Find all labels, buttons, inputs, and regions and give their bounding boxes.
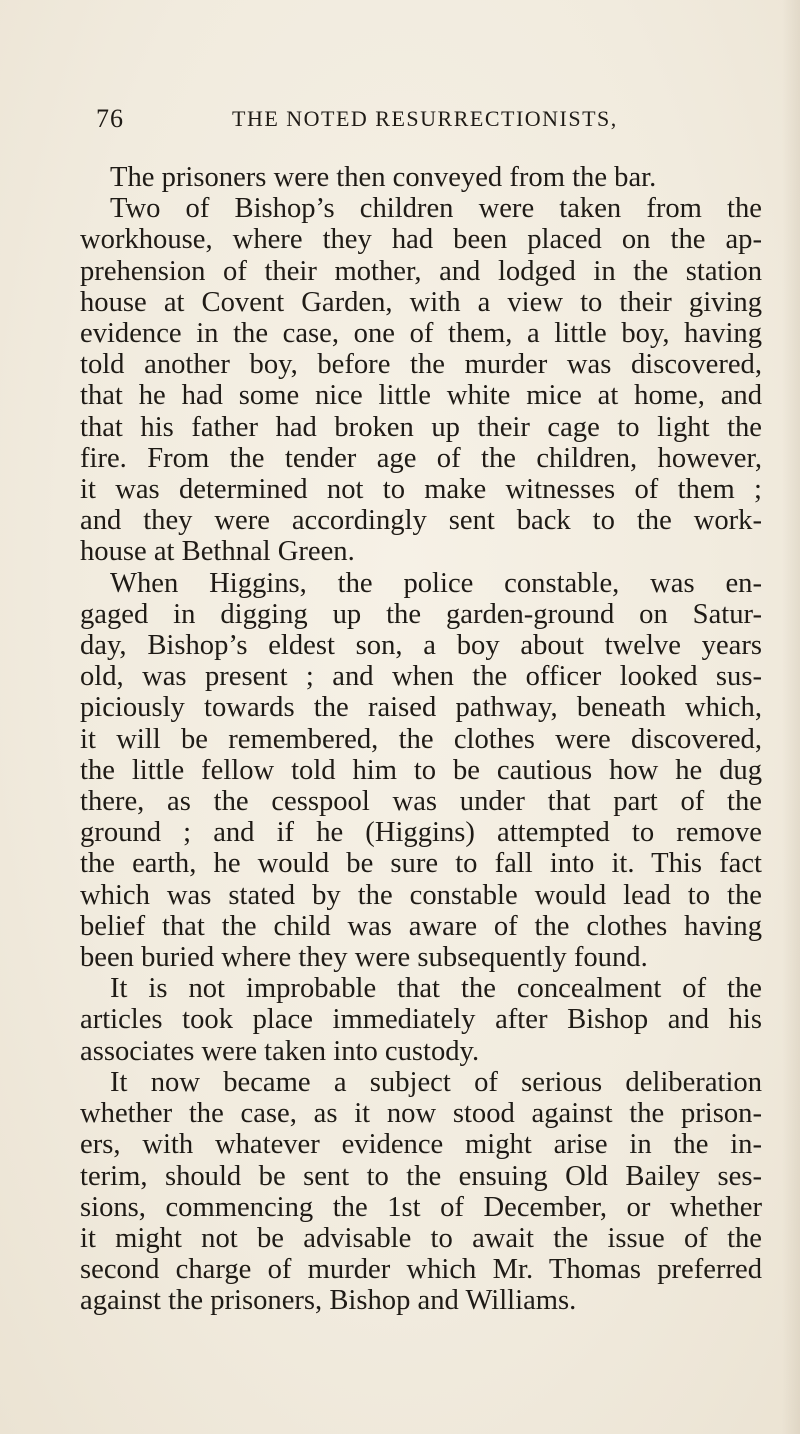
text-line: whether the case, as it now stood against the prison-: [80, 1098, 762, 1130]
running-head: THE NOTED RESURRECTIONISTS,: [232, 106, 618, 131]
text-line: that his father had broken up their cage to light the: [80, 411, 762, 443]
text-line: been buried where they were subsequently found.: [80, 942, 648, 974]
text-line: the little fellow told him to be cautious how he dug: [80, 754, 762, 786]
page-edge-shadow: [782, 0, 800, 1434]
text-line: workhouse, where they had been placed on the ap-: [80, 224, 762, 256]
text-line: told another boy, before the murder was discovered,: [80, 349, 762, 381]
text-line: the earth, he would be sure to fall into it. This fact: [80, 848, 762, 880]
body-text: [80, 162, 762, 1317]
text-line: evidence in the case, one of them, a little boy, having: [80, 318, 762, 350]
text-line: It is not improbable that the concealment of the: [110, 973, 762, 1005]
text-line: Two of Bishop’s children were taken from the: [110, 193, 762, 225]
text-line: ground ; and if he (Higgins) attempted to remove: [80, 817, 762, 849]
page-header: [96, 104, 616, 140]
text-line: it was determined not to make witnesses of them ;: [80, 474, 762, 506]
text-line: When Higgins, the police constable, was en-: [110, 567, 762, 599]
text-line: The prisoners were then conveyed from the bar.: [110, 162, 657, 193]
text-line: fire. From the tender age of the children, however,: [80, 442, 762, 474]
text-line: belief that the child was aware of the clothes having: [80, 910, 762, 942]
text-line: terim, should be sent to the ensuing Old Bailey ses-: [80, 1160, 762, 1192]
text-line: piciously towards the raised pathway, beneath which,: [80, 692, 762, 724]
text-line: house at Bethnal Green.: [80, 536, 355, 568]
text-line: house at Covent Garden, with a view to their giving: [80, 286, 762, 318]
page-number: 76: [96, 104, 124, 133]
text-line: it will be remembered, the clothes were discovered,: [80, 723, 762, 755]
text-line: associates were taken into custody.: [80, 1035, 480, 1067]
text-line: sions, commencing the 1st of December, or whether: [80, 1191, 762, 1223]
text-line: which was stated by the constable would lead to the: [80, 879, 762, 911]
text-line: and they were accordingly sent back to the work-: [80, 505, 762, 537]
text-line: second charge of murder which Mr. Thomas preferred: [80, 1254, 762, 1286]
text-line: It now became a subject of serious deliberation: [110, 1066, 762, 1098]
text-line: prehension of their mother, and lodged in the station: [80, 255, 762, 287]
text-line: articles took place immediately after Bishop and his: [80, 1004, 762, 1036]
text-line: ers, with whatever evidence might arise in the in-: [80, 1129, 762, 1161]
text-line: against the prisoners, Bishop and Williams.: [80, 1285, 577, 1317]
text-line: gaged in digging up the garden-ground on Satur-: [80, 598, 762, 630]
text-line: day, Bishop’s eldest son, a boy about twelve years: [80, 630, 762, 662]
text-line: that he had some nice little white mice at home, and: [80, 380, 762, 412]
text-line: old, was present ; and when the officer looked sus-: [80, 661, 762, 693]
text-line: it might not be advisable to await the issue of the: [80, 1222, 762, 1254]
text-line: there, as the cesspool was under that part of the: [80, 786, 762, 818]
